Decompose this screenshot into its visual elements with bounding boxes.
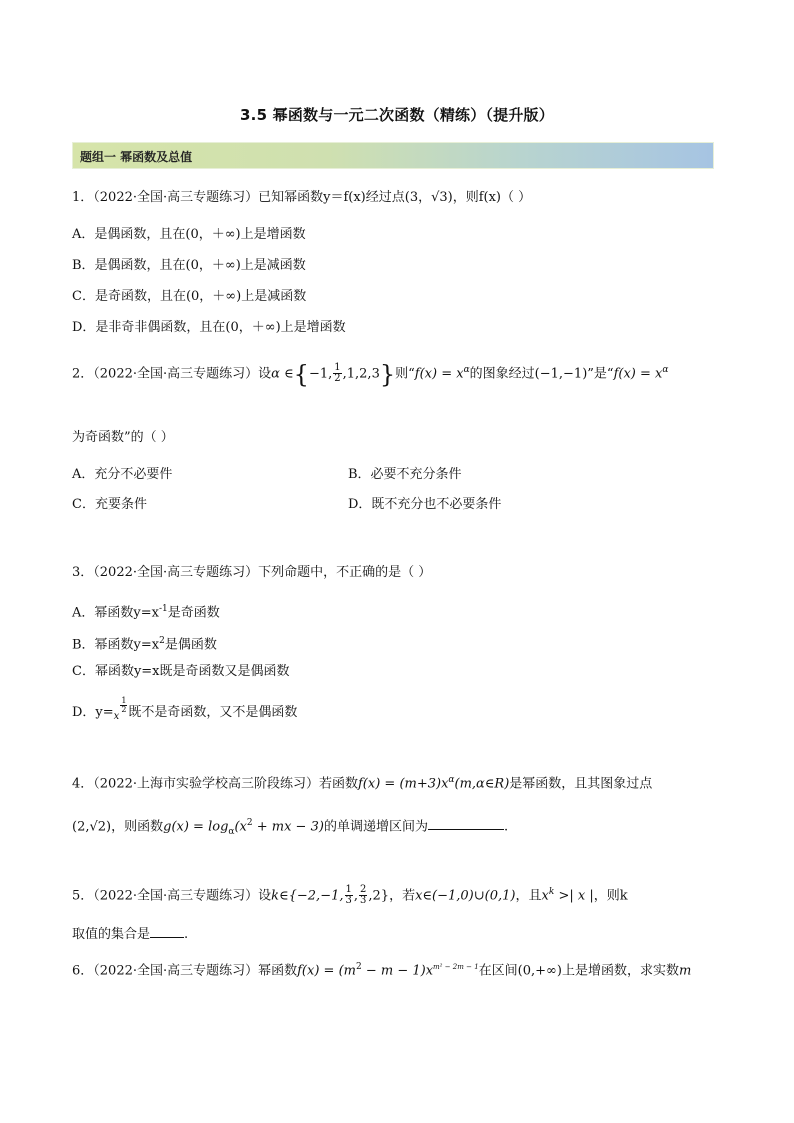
question-1-option-b: B．是偶函数，且在(0，＋∞)上是减函数 — [72, 258, 306, 273]
question-2-option-c: C．充要条件 — [72, 497, 147, 512]
question-2-stem — [72, 360, 669, 389]
question-2-option-b: B．必要不充分条件 — [348, 467, 462, 482]
set-item-1: −1, — [308, 366, 333, 382]
brace-right: } — [379, 360, 396, 389]
question-2-mid: 的图象经过 — [469, 366, 535, 382]
question-5-line-2: 取值的集合是 . — [72, 927, 189, 942]
question-6-stem: 6．（2022·全国·高三专题练习）幂函数$f(x) = (m^2 - m - 1)x^{m^2 - 2m - 1}$在区间(0,+∞)上是增函数，求实数m — [72, 962, 692, 979]
question-2-option-d: D．既不充分也不必要条件 — [348, 497, 502, 512]
question-3-option-a: A．幂函数$y=x^{-1}$是奇函数 — [72, 604, 220, 621]
question-2-fx-exponent-second: α — [662, 365, 669, 375]
fraction-half: $\frac{1}{2}$ — [334, 362, 341, 385]
question-2-fx-exponent: α — [463, 365, 470, 375]
question-2-prefix: 2．（2022·全国·高三专题练习）设 — [72, 366, 272, 382]
section-header-bar — [72, 142, 714, 169]
question-4-line-2: (2,√2)，则函数$g(x) = \log_\alpha(x^2$ + mx − 3)的单调递增区间为 . — [72, 818, 509, 837]
question-2-option-a: A．充分不必要件 — [72, 467, 173, 482]
question-4-stem: 4．（2022·上海市实验学校高三阶段练习）若函数$f(x) = (m+3)x^\alpha(m,\alpha\in R)$是幂函数，且其图象过点 — [72, 775, 653, 792]
question-2-quote-open: 则“ — [395, 366, 415, 382]
question-2-fx: f(x) = x — [414, 366, 464, 382]
question-3-option-c: C．幂函数y=x既是奇函数又是偶函数 — [72, 664, 290, 679]
section-header-label: 题组一 幂函数及总值 — [80, 150, 193, 164]
question-3-stem: 3．（2022·全国·高三专题练习）下列命题中，不正确的是（ ） — [72, 565, 432, 580]
question-2-quote-mid: ”是“ — [587, 366, 614, 382]
question-1-option-d: D．是非奇非偶函数，且在(0，＋∞)上是增函数 — [72, 320, 346, 335]
set-item-rest: ,1,2,3 — [342, 366, 380, 382]
question-5-answer-blank[interactable] — [150, 925, 184, 938]
question-2-line-2: 为奇函数”的（ ） — [72, 430, 174, 445]
question-5-stem: 5．（2022·全国·高三专题练习）设k∈{−2,−1, $\frac{1}{3}$ , $\frac{2}{3}$ ,2}，若x∈(−1,0)∪(0,1)，且$x^k$ >| x |，则k — [72, 884, 628, 907]
question-3-option-d: D．$y=_x$ $\frac{1}{2}$ 既不是奇函数，又不是偶函数 — [72, 696, 298, 722]
question-4-answer-blank[interactable] — [428, 817, 504, 830]
question-1-stem: 1．（2022·全国·高三专题练习）已知幂函数y＝f(x)经过点(3，√3)，则f(x)（ ） — [72, 190, 532, 205]
question-3-option-b: B．幂函数$y=x^2$是偶函数 — [72, 636, 217, 653]
question-2-fx-second: f(x) = x — [613, 366, 663, 382]
alpha-in: α ∈ — [271, 366, 294, 382]
brace-left: { — [293, 360, 309, 389]
question-2-point: (−1,−1) — [534, 366, 588, 382]
question-1-option-a: A．是偶函数，且在(0，＋∞)上是增函数 — [72, 227, 306, 242]
question-1-option-c: C．是奇函数，且在(0，＋∞)上是减函数 — [72, 289, 307, 304]
page-title: 3.5 幂函数与一元二次函数（精练）（提升版） — [240, 106, 554, 124]
